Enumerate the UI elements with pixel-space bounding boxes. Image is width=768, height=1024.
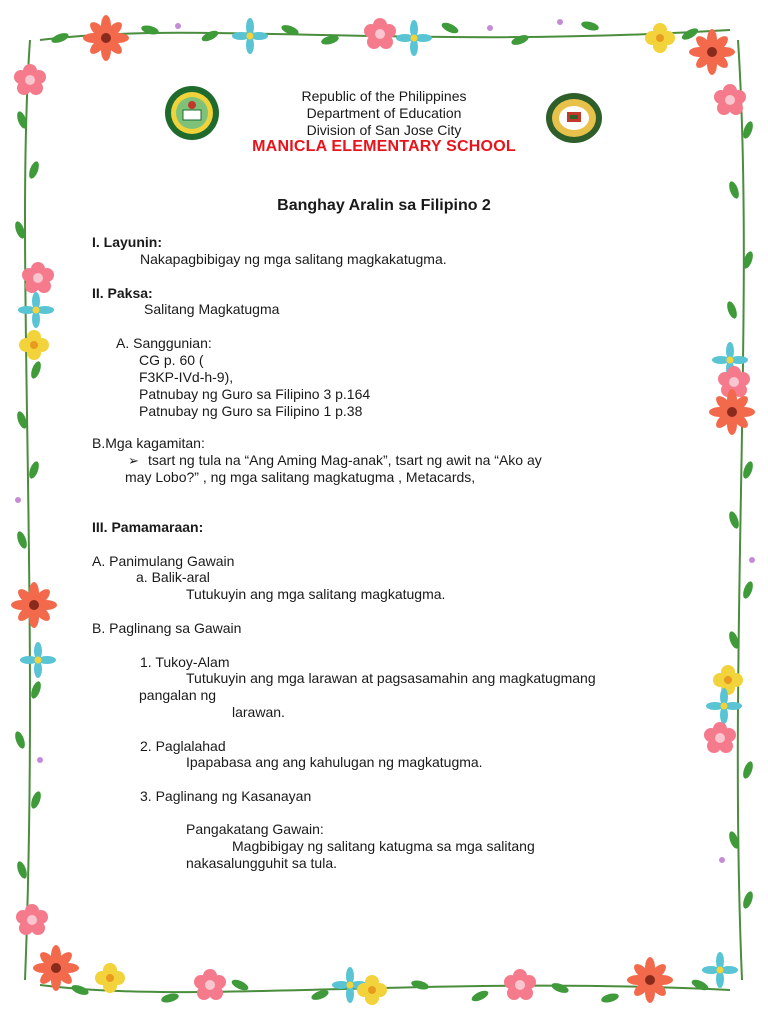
sanggunian-line: Patnubay ng Guro sa Filipino 1 p.38 — [139, 403, 363, 419]
sanggunian-line: CG p. 60 ( — [139, 352, 204, 368]
sanggunian-line: Patnubay ng Guro sa Filipino 3 p.164 — [139, 386, 371, 402]
kagamitan-line: may Lobo?” , ng mga salitang magkatugma , Metacards, — [125, 469, 476, 485]
paksa-heading: II. Paksa: — [92, 285, 153, 301]
pangkatang-label: Pangakatang Gawain: — [186, 821, 324, 837]
step1-label: 1. Tukoy-Alam — [140, 654, 230, 670]
arrow-bullet-icon: ➢ — [128, 453, 139, 468]
step1-text: Tutukuyin ang mga larawan at pagsasamahin ang magkatugmang — [186, 670, 596, 686]
step2-text: Ipapabasa ang ang kahulugan ng magkatugma. — [186, 754, 483, 770]
balik-aral-label: a. Balik-aral — [136, 569, 210, 585]
pangkatang-text: Magbibigay ng salitang katugma sa mga salitang — [232, 838, 535, 854]
layunin-text: Nakapagbibigay ng mga salitang magkakatugma. — [140, 251, 447, 267]
panimula-label: A. Panimulang Gawain — [92, 553, 235, 569]
pangkatang-text: nakasalungguhit sa tula. — [186, 855, 337, 871]
document-title: Banghay Aralin sa Filipino 2 — [277, 197, 491, 214]
kagamitan-line: tsart ng tula na “Ang Aming Mag-anak”, tsart ng awit na “Ako ay — [148, 452, 542, 468]
balik-aral-text: Tutukuyin ang mga salitang magkatugma. — [186, 586, 446, 602]
header-department: Department of Education — [306, 105, 462, 121]
header-republic: Republic of the Philippines — [301, 88, 467, 104]
step2-label: 2. Paglalahad — [140, 738, 226, 754]
paksa-text: Salitang Magkatugma — [144, 301, 280, 317]
pamamaraan-heading: III. Pamamaraan: — [92, 519, 204, 535]
document-page — [62, 62, 706, 952]
step3-label: 3. Paglinang ng Kasanayan — [140, 788, 312, 804]
step1-text: larawan. — [232, 704, 285, 720]
paglinang-label: B. Paglinang sa Gawain — [92, 620, 242, 636]
kagamitan-label: B.Mga kagamitan: — [92, 435, 205, 451]
step1-text: pangalan ng — [139, 687, 217, 703]
layunin-heading: I. Layunin: — [92, 234, 162, 250]
school-name: MANICLA ELEMENTARY SCHOOL — [252, 138, 516, 155]
sanggunian-label: A. Sanggunian: — [116, 335, 212, 351]
header-division: Division of San Jose City — [306, 122, 462, 138]
sanggunian-line: F3KP-IVd-h-9), — [139, 369, 234, 385]
